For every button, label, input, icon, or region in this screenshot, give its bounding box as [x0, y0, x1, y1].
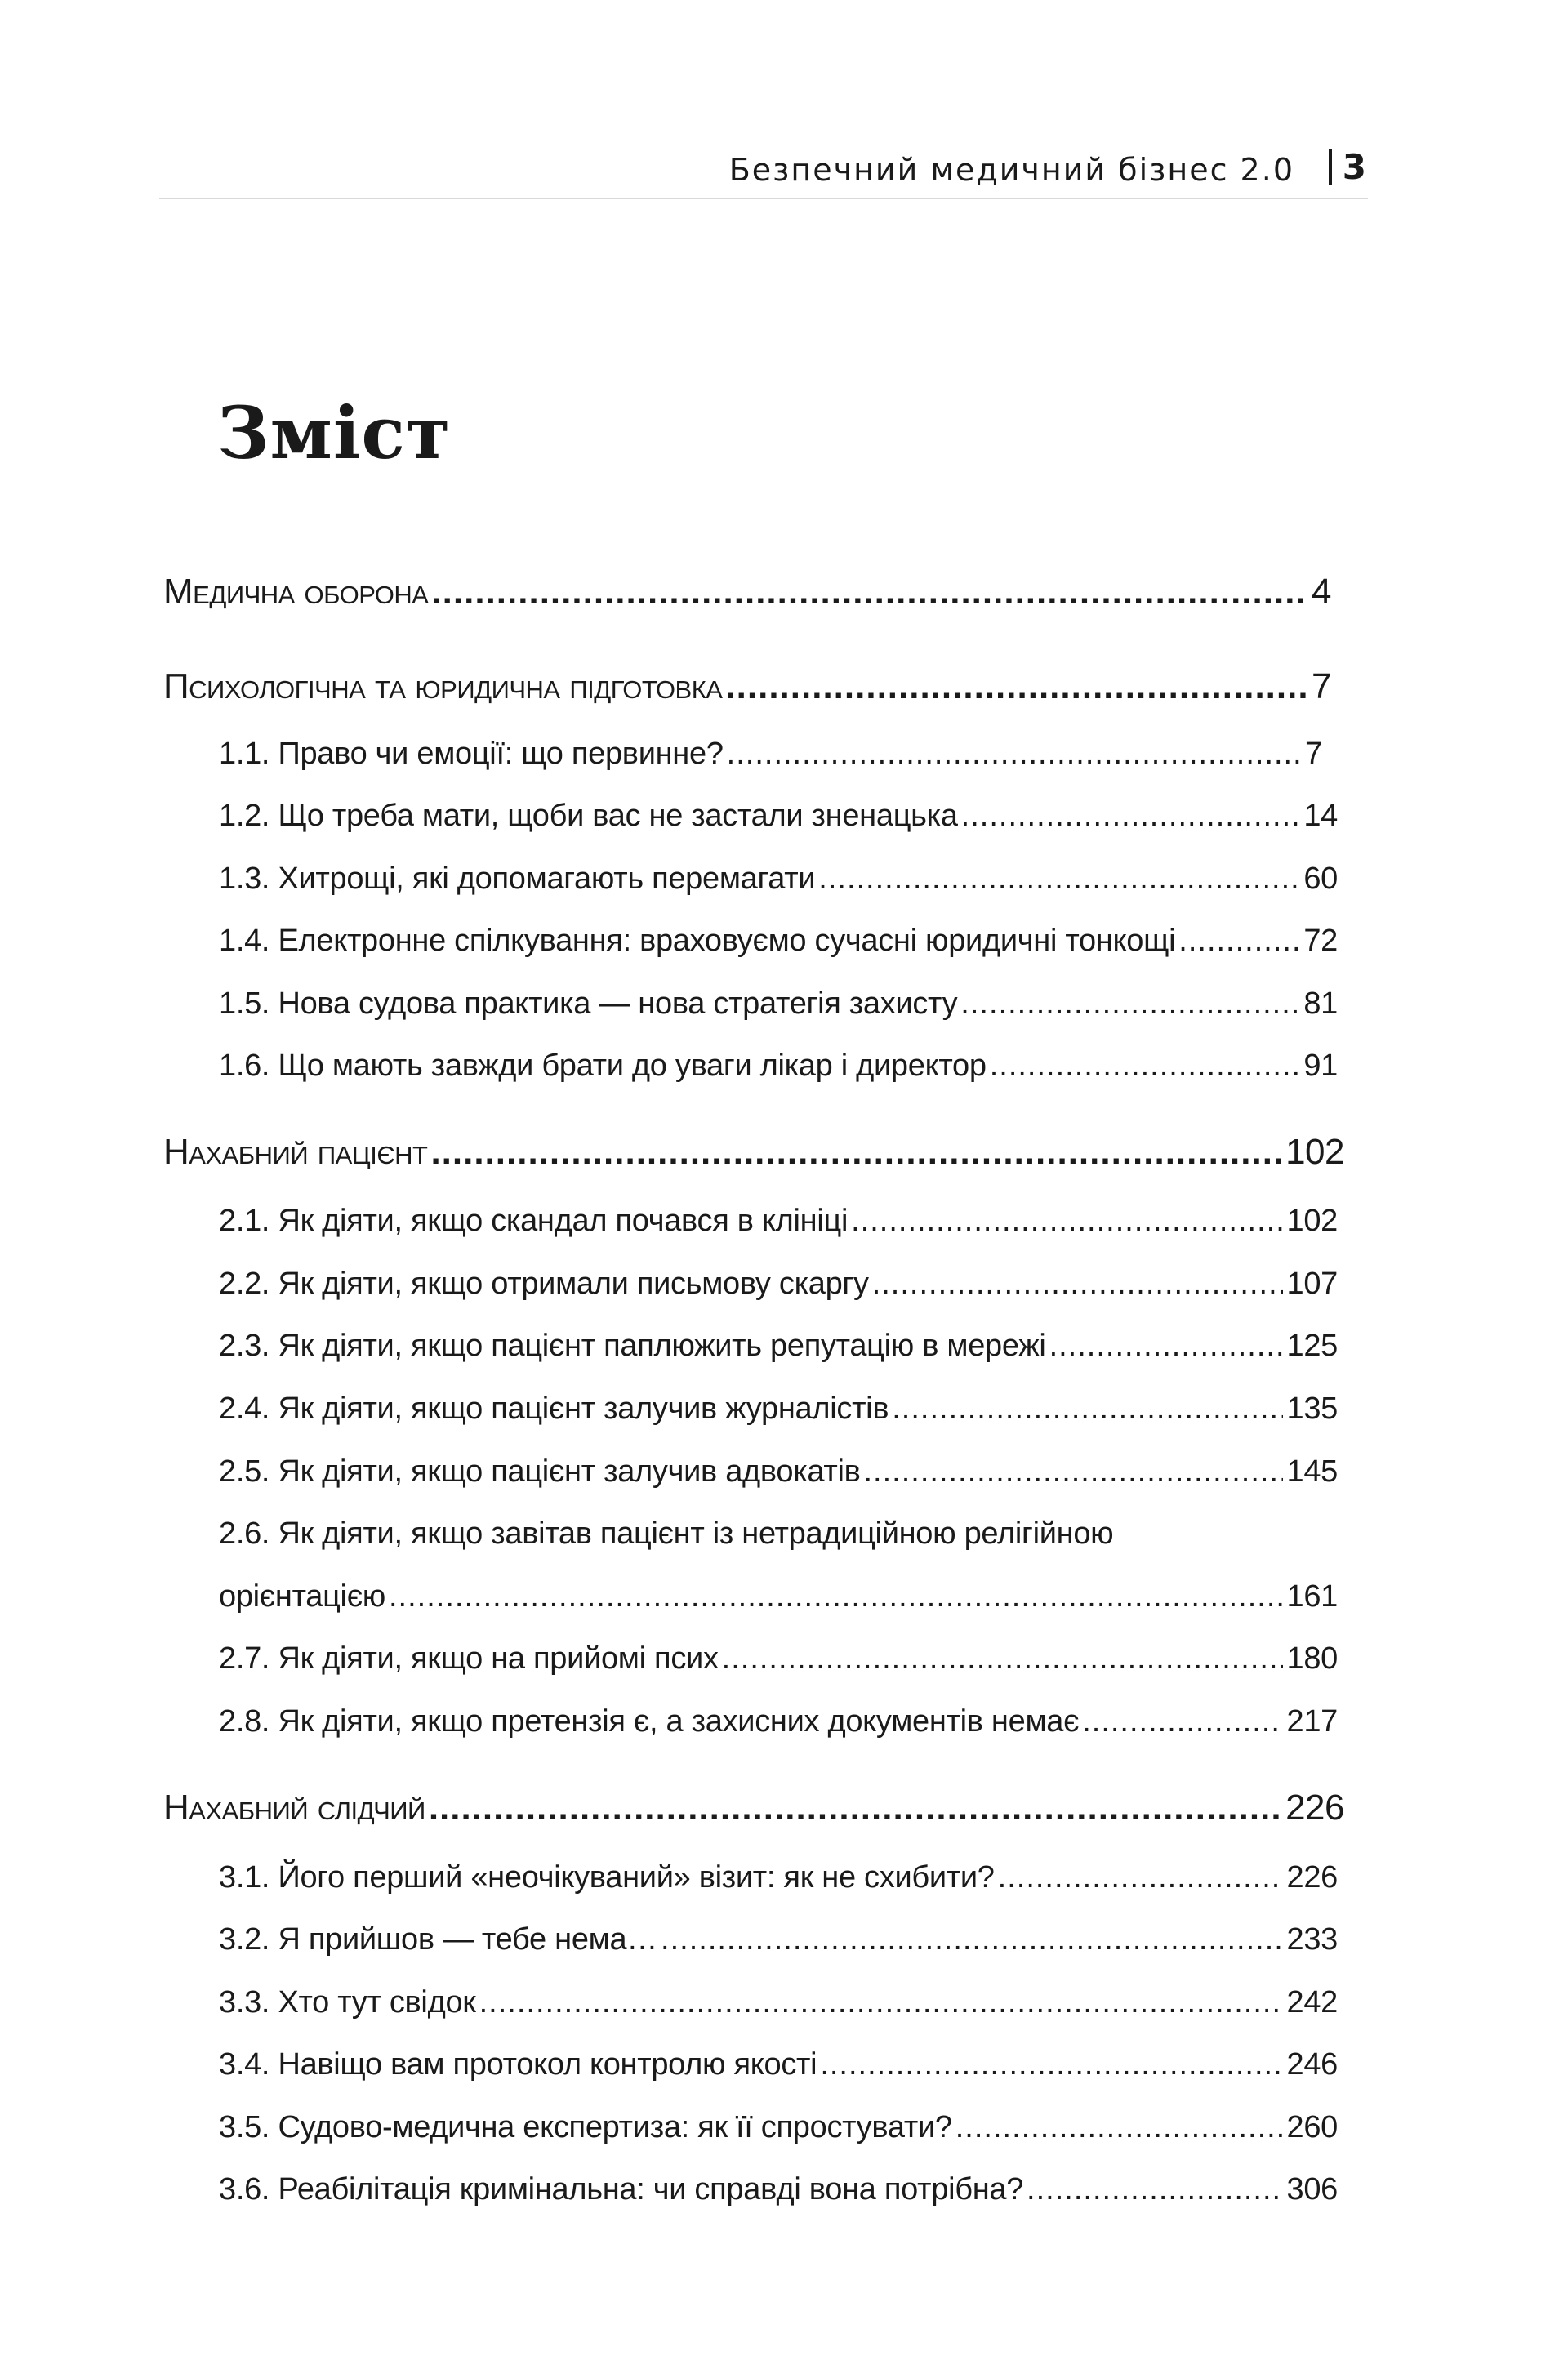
toc-entry-1-5[interactable] [219, 986, 1338, 1022]
toc-entry-label: 1.6. Що мають завжди брати до уваги лікар і директор [219, 1049, 987, 1083]
dot-leader [431, 572, 1308, 612]
toc-entry-label: 2.4. Як діяти, якщо пацієнт залучив журналістів [219, 1392, 889, 1426]
toc-entry-label: Медична оборона [163, 572, 429, 612]
toc-entry-3-2[interactable] [219, 1922, 1338, 1957]
toc-entry-page: 226 [1285, 1788, 1344, 1828]
dot-leader [661, 1922, 1283, 1957]
toc-entry-page: 102 [1286, 1204, 1338, 1238]
running-title: Безпечний медичний бізнес 2.0 [728, 152, 1294, 188]
toc-part-medical-defense[interactable] [163, 572, 1344, 612]
toc-entry-2-6-line1[interactable]: 2.6. Як діяти, якщо завітав пацієнт із нетрадиційною релігійною [219, 1516, 1114, 1551]
dot-leader [1049, 1329, 1284, 1364]
toc-entry-2-2[interactable] [219, 1267, 1338, 1302]
toc-entry-label: 2.1. Як діяти, якщо скандал почався в клініці [219, 1204, 849, 1238]
toc-entry-label: 2.8. Як діяти, якщо претензія є, а захисних документів немає [219, 1704, 1080, 1739]
dot-leader [956, 2110, 1284, 2145]
toc-entry-page: 72 [1303, 924, 1338, 958]
toc-entry-1-2[interactable] [219, 799, 1338, 834]
toc-entry-page: 161 [1286, 1579, 1338, 1614]
dot-leader [818, 862, 1300, 897]
toc-entry-2-7[interactable] [219, 1641, 1338, 1677]
toc-entry-page: 125 [1286, 1329, 1338, 1363]
toc-entry-label: 1.5. Нова судова практика — нова стратегія захисту [219, 986, 958, 1021]
toc-entry-page: 180 [1286, 1641, 1338, 1676]
dot-leader [389, 1579, 1283, 1614]
toc-entry-page: 91 [1303, 1049, 1338, 1083]
toc-entry-label: 2.2. Як діяти, якщо отримали письмову скаргу [219, 1267, 869, 1301]
toc-entry-label: 3.5. Судово-медична експертиза: як її спростувати? [219, 2110, 952, 2144]
toc-entry-label: 1.2. Що треба мати, щоби вас не застали зненацька [219, 799, 958, 833]
toc-entry-page: 217 [1286, 1704, 1338, 1739]
dot-leader [1027, 2172, 1283, 2207]
dot-leader [1082, 1704, 1283, 1739]
toc-entry-page: 7 [1305, 737, 1322, 771]
toc-entry-1-6[interactable] [219, 1049, 1338, 1084]
toc-entry-3-3[interactable] [219, 1985, 1338, 2020]
toc-entry-label: 1.4. Електронне спілкування: враховуємо сучасні юридичні тонкощі [219, 924, 1176, 958]
toc-entry-label: Нахабний слідчий [163, 1788, 425, 1828]
toc-entry-2-1[interactable] [219, 1204, 1338, 1239]
toc-entry-page: 233 [1286, 1922, 1338, 1957]
toc-part-insolent-investigator[interactable] [163, 1788, 1344, 1828]
toc-entry-page: 4 [1312, 572, 1331, 612]
toc-entry-label: 3.3. Хто тут свідок [219, 1985, 476, 2020]
toc-entry-1-4[interactable] [219, 924, 1338, 959]
toc-entry-3-1[interactable] [219, 1860, 1338, 1895]
toc-entry-label: 1.1. Право чи емоції: що первинне? [219, 737, 724, 771]
dot-leader [892, 1392, 1283, 1427]
toc-entry-page: 306 [1286, 2172, 1338, 2207]
toc-entry-label: 2.7. Як діяти, якщо на прийомі псих [219, 1641, 719, 1676]
dot-leader [429, 1788, 1282, 1828]
toc-entry-page: 107 [1286, 1267, 1338, 1301]
toc-entry-page: 60 [1303, 862, 1338, 896]
toc-entry-label: Психологічна та юридична підготовка [163, 666, 723, 706]
page-number: 3 [1342, 147, 1366, 187]
toc-part-insolent-patient[interactable] [163, 1132, 1344, 1173]
toc-entry-2-3[interactable] [219, 1329, 1338, 1364]
toc-entry-page: 102 [1285, 1132, 1344, 1172]
toc-entry-1-1[interactable] [219, 737, 1338, 772]
toc-entry-1-3[interactable] [219, 862, 1338, 897]
toc-entry-label: 3.4. Навіщо вам протокол контролю якості [219, 2047, 817, 2082]
dot-leader [961, 799, 1301, 834]
dot-leader [430, 1132, 1282, 1173]
toc-entry-label: Нахабний пацієнт [163, 1132, 428, 1172]
page-title: Зміст [217, 390, 452, 475]
toc-entry-page: 242 [1286, 1985, 1338, 2020]
toc-entry-page: 14 [1303, 799, 1338, 833]
toc-entry-label: 3.2. Я прийшов — тебе нема… [219, 1922, 658, 1957]
toc-entry-page: 7 [1312, 666, 1331, 706]
dot-leader [990, 1049, 1301, 1084]
dot-leader [722, 1641, 1284, 1677]
toc-entry-page: 260 [1286, 2110, 1338, 2144]
toc-entry-2-8[interactable] [219, 1704, 1338, 1739]
dot-leader [851, 1204, 1283, 1239]
toc-entry-2-5[interactable] [219, 1454, 1338, 1490]
toc-part-psych-legal-prep[interactable] [163, 666, 1344, 707]
toc-entry-label: 1.3. Хитрощі, які допомагають перемагати [219, 862, 816, 896]
toc-entry-label: 2.5. Як діяти, якщо пацієнт залучив адвокатів [219, 1454, 861, 1489]
dot-leader [727, 737, 1302, 772]
dot-leader [998, 1860, 1284, 1895]
toc-entry-page: 226 [1286, 1860, 1338, 1895]
dot-leader [1178, 924, 1300, 959]
dot-leader [725, 666, 1308, 707]
toc-entry-page: 246 [1286, 2047, 1338, 2082]
dot-leader [863, 1454, 1283, 1490]
dot-leader [479, 1985, 1284, 2020]
toc-entry-page: 145 [1286, 1454, 1338, 1489]
toc-entry-page: 135 [1286, 1392, 1338, 1426]
toc-entry-label: 3.1. Його перший «неочікуваний» візит: як не схибити? [219, 1860, 995, 1895]
toc-entry-label: орієнтацією [219, 1579, 385, 1614]
toc-entry-label: 3.6. Реабілітація кримінальна: чи справді вона потрібна? [219, 2172, 1024, 2207]
toc-entry-label: 2.3. Як діяти, якщо пацієнт паплюжить репутацію в мережі [219, 1329, 1046, 1363]
dot-leader [960, 986, 1300, 1022]
toc-entry-2-6[interactable] [219, 1579, 1338, 1614]
toc-entry-page: 81 [1303, 986, 1338, 1021]
toc-entry-3-4[interactable] [219, 2047, 1338, 2082]
toc-entry-3-5[interactable] [219, 2110, 1338, 2145]
toc-entry-3-6[interactable] [219, 2172, 1338, 2207]
dot-leader [820, 2047, 1283, 2082]
dot-leader [872, 1267, 1284, 1302]
toc-entry-2-4[interactable] [219, 1392, 1338, 1427]
